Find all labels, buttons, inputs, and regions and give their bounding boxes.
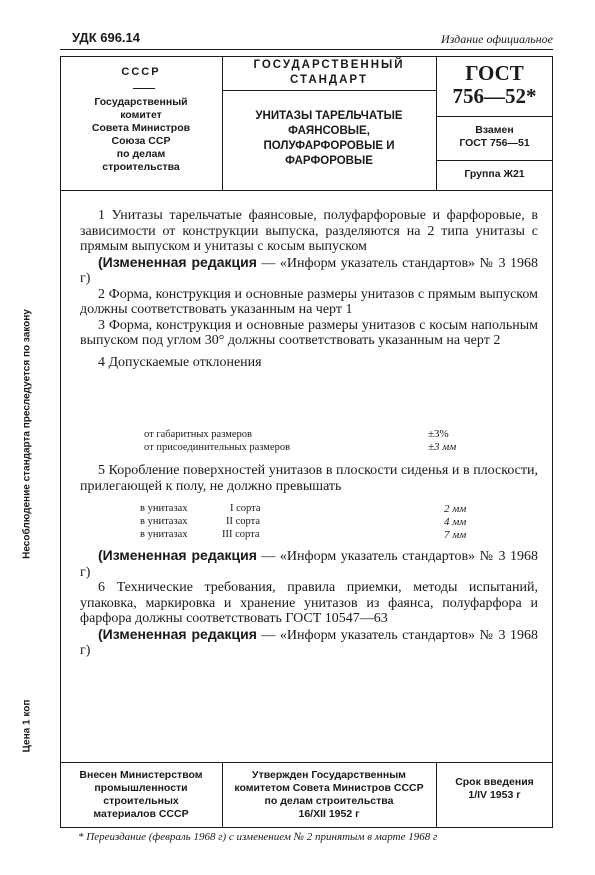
stamp-hline-3 xyxy=(436,160,553,161)
country-label: СССР xyxy=(121,66,161,78)
stamp-bottom-line xyxy=(60,190,553,191)
paragraph-1: 1 Унитазы тарельчатые фаянсовые, полуфарфоровые и фарфоровые, в зависимости от конструкции выпуска, разделяются на 2 типа унитазы с прямым выпуском и унитазы с косым выпуском xyxy=(80,208,538,254)
introduced-by: Внесен Министерством промышленности строительных материалов СССР xyxy=(79,769,203,820)
grade-3-value: 7 мм xyxy=(444,529,467,541)
country-dash xyxy=(133,88,155,89)
grade-1-value: 2 мм xyxy=(444,503,467,515)
price-label: Цена 1 коп xyxy=(21,699,33,753)
footnote: * Переиздание (февраль 1968 г) с изменением № 2 принятым в марте 1968 г xyxy=(78,831,438,843)
standard-type: ГОСУДАРСТВЕННЫЙ СТАНДАРТ xyxy=(253,59,405,86)
amendment-3: (Измененная редакция — «Информ указатель стандартов» № 3 1968 г) xyxy=(80,625,538,658)
gost-number: ГОСТ 756—52* xyxy=(452,61,537,108)
amendment-2: (Измененная редакция — «Информ указатель стандартов» № 3 1968 г) xyxy=(80,547,538,580)
group-label: Группа Ж21 xyxy=(464,168,525,180)
tolerance-2-value: ±3 мм xyxy=(428,441,457,453)
footer-top-line xyxy=(60,762,553,763)
grade-2-value: 4 мм xyxy=(444,516,467,528)
grade-1-label: в унитазах xyxy=(140,503,188,514)
standard-title: УНИТАЗЫ ТАРЕЛЬЧАТЫЕ ФАЯНСОВЫЕ, ПОЛУФАРФОРОВЫЕ И ФАРФОРОВЫЕ xyxy=(255,110,403,167)
udk-code: УДК 696.14 xyxy=(72,30,140,45)
effective-date: Срок введения 1/IV 1953 г xyxy=(455,776,534,801)
grade-2-name: II сорта xyxy=(226,516,261,527)
legal-warning: Несоблюдение стандарта преследуется по закону xyxy=(21,309,33,559)
body-block-3 xyxy=(80,548,538,659)
stamp-hline-2 xyxy=(436,116,553,117)
tolerance-1-value: ±3% xyxy=(428,428,449,440)
paragraph-6: 6 Технические требования, правила приемки, методы испытаний, упаковка, маркировка и хранение унитазов из фаянса, полуфарфора и фарфора должны соответствовать ГОСТ 10547—63 xyxy=(80,580,538,626)
grade-2-label: в унитазах xyxy=(140,516,188,527)
body-block-2 xyxy=(80,463,538,494)
tolerance-2-label: от присоединительных размеров xyxy=(144,442,291,453)
committee-name: Государственный комитет Совета Министров Союза ССР по делам строительства xyxy=(91,96,191,173)
stamp-hline-1 xyxy=(222,90,436,91)
paragraph-3: 3 Форма, конструкция и основные размеры унитазов с косым напольным выпуском под углом 30° должны соответствовать указанным на черт 2 xyxy=(80,317,538,348)
tolerance-1-label: от габаритных размеров xyxy=(144,429,252,440)
body-block-1 xyxy=(80,208,538,370)
paragraph-2: 2 Форма, конструкция и основные размеры унитазов с прямым выпуском должны соответствовать указанным на черт 1 xyxy=(80,286,538,317)
amendment-1: (Измененная редакция — «Информ указатель стандартов» № 3 1968 г) xyxy=(80,253,538,286)
replaces-label: Взамен ГОСТ 756—51 xyxy=(459,124,530,149)
paragraph-5: 5 Коробление поверхностей унитазов в плоскости сиденья и в плоскости, прилегающей к полу, не должно превышать xyxy=(80,463,538,494)
paragraph-4: 4 Допускаемые отклонения xyxy=(98,354,262,370)
header-rule xyxy=(60,49,553,50)
grade-3-label: в унитазах xyxy=(140,529,188,540)
grade-1-name: I сорта xyxy=(230,503,261,514)
edition-label: Издание официальное xyxy=(440,32,553,46)
approved-by: Утвержден Государственным комитетом Совета Министров СССР по делам строительства 16/XII 1952 г xyxy=(234,769,424,820)
grade-3-name: III сорта xyxy=(222,529,260,540)
